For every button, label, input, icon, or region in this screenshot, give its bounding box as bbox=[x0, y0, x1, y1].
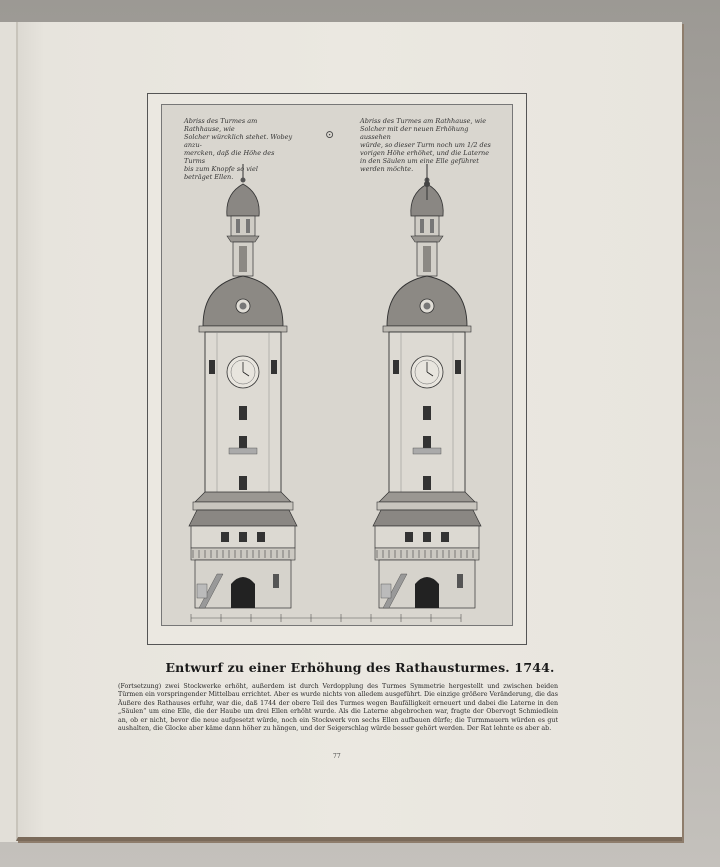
right-tower-caption: Abriss des Turmes am Rathhause, wie Solcher mit der neuen Erhöhung aussehen würde, so dieser Turm noch um 1/2 des vorigen Höhe erhöhet, und die Laterne in den Säulen um eine Elle geführet werden möchte. bbox=[360, 117, 491, 173]
page-number: 77 bbox=[333, 753, 341, 760]
page-heading: Entwurf zu einer Erhöhung des Rathausturmes. 1744. bbox=[165, 660, 555, 675]
plate-ornament-icon: ⊙ bbox=[325, 128, 335, 141]
body-paragraph: (Fortsetzung) zwei Stockwerke erhöht, außerdem ist durch Verdopplung des Turmes Symmetrie hergestellt und zwischen beiden Türmen ein vorspringender Mittelbau errichtet. Aber es wurde nichts von alledem ausgeführt. Die einzige größere Veränderung, die das Äußere des Rathauses erfuhr, war die, daß 1744 der obere Teil des Turmes wegen Baufälligkeit erneuert und dabei die Laterne in den „Säulen“ um eine Elle, die der Haube um drei Ellen erhöht wurde. Als die Laterne abgebrochen war, fragte der Obervogt Schmiedlein an, ob er nicht, bevor die neue aufgesetzt würde, noch ein Stockwerk von sechs Ellen aufbauen dürfe; die Turmmauern würden es gut aushalten, die Glocke aber käme dann höher zu hängen, und der Seigerschlag würde besser gehört werden. Der Rat lehnte es aber ab. bbox=[118, 683, 558, 733]
tower-drawings bbox=[161, 104, 511, 624]
left-tower-caption: Abriss des Turmes am Rathhause, wie Solcher würcklich stehet. Wobey anzu- mercken, daß die Höhe des Turms bis zum Knopfe so viel beträget Ellen. bbox=[184, 117, 293, 181]
